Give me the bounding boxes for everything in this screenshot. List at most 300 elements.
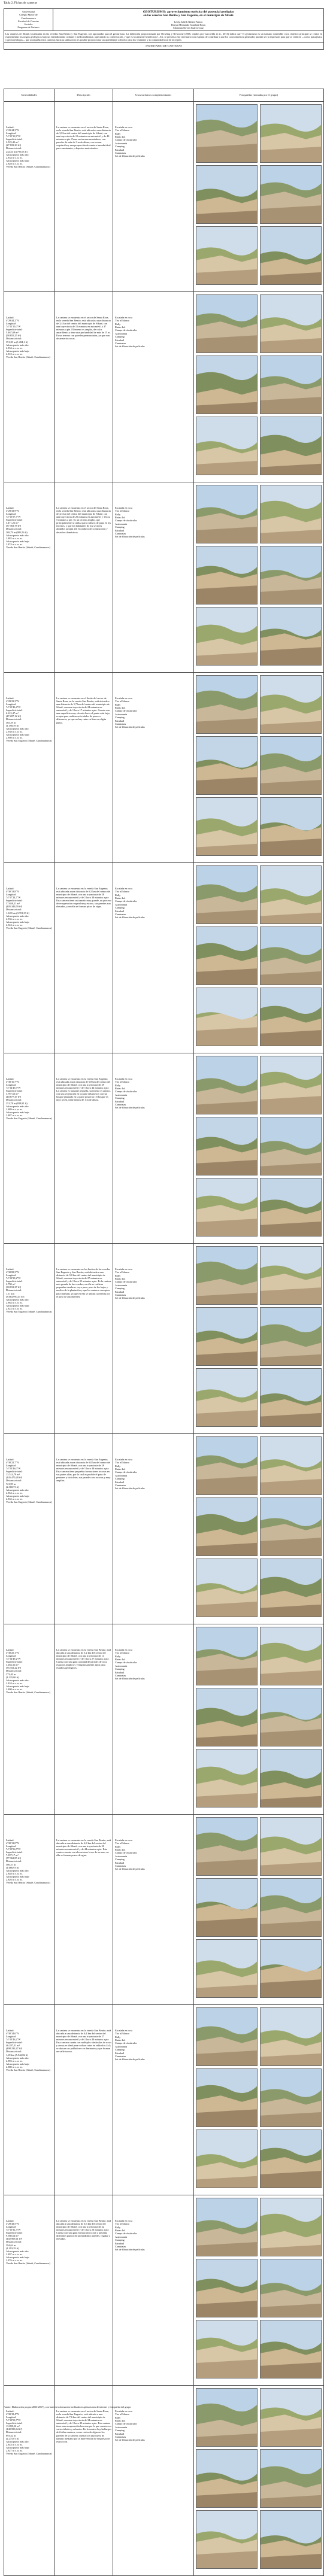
uses-cell <box>113 2195 194 2386</box>
general-line: Longitud: <box>6 1464 16 1468</box>
use-item: Paintball <box>115 1861 125 1864</box>
uses-cell <box>113 292 194 482</box>
quarry-photo <box>196 2388 258 2447</box>
use-item: Set de filmación de películas <box>115 916 145 919</box>
description-cell: La cantera se encuentra en el sector de Santa Rosa, en la vereda San Eugenio; está ubicada a una distancia de 7,6 km del centro del municipio de Sibaté, con una trayectoria de 34 minutos en automóvil y de 1 hora 40 minutos a pie. Esta cantera tiene una recuperación boscosa por lo que cuenta con varios árboles y arbustos. En la cantera hay hallazgos de fósiles marinos, como cortes de algas en los paredes de la cantera; cuenta con una cueva de tamaño mediano por la intervención de empresas de extracción. <box>54 2386 113 2576</box>
use-item: Rally <box>115 1464 121 1468</box>
general-line: Altura punto más alto: <box>6 914 29 918</box>
quarry-photo <box>260 1878 322 1937</box>
use-item: Camping <box>115 2429 125 2432</box>
institution-cell <box>4 9 53 31</box>
general-line: 2.880 m s. n. m. <box>6 2065 23 2068</box>
use-item: Caminatas <box>115 2054 126 2058</box>
general-line: Altura punto más bajo: <box>6 1875 30 1878</box>
general-line: Latitud: <box>6 506 14 509</box>
use-item: Set de filmación de películas <box>115 1677 145 1681</box>
photos-cell <box>194 2005 324 2195</box>
general-line: 2.882 m s. n. m. <box>6 536 23 540</box>
photos-cell <box>194 1244 324 1434</box>
uses-cell <box>113 863 194 1053</box>
use-item: Camping <box>115 716 125 719</box>
uses-cell <box>113 482 194 673</box>
uses-cell <box>113 673 194 863</box>
general-line: 373,40 m <box>6 1672 16 1676</box>
use-item: Escalada en roca <box>115 126 132 129</box>
quarry-photo <box>260 226 322 285</box>
general-line: (102.909,41 ft²) <box>6 2237 23 2241</box>
general-line: 2.854 m s. n. m. <box>6 1491 23 1494</box>
description-cell: La cantera se encuentra en la vereda San Eugenio; está ubicada a una distancia de 6,5 km del centro del municipio de Sibaté, con una trayectoria de 28 minutos en automóvil y de 1 hora 38 minutos a pie. Esta cantera tiene un tamaño muy grande, un proceso de recuperación vegetal muy escaso, sus paredes son elevadas, y en ella se forman picos de vigas. <box>54 863 113 1053</box>
general-line: (3.664.990,41 ft²) <box>6 1295 25 1298</box>
general-line: Superficie total: <box>6 1660 23 1664</box>
use-item: Tiro al blanco <box>115 1651 129 1655</box>
use-item: Rutas 4x4 <box>115 1468 126 1471</box>
general-line: 74°14'45,9"W <box>6 1086 21 1090</box>
use-item: Camping <box>115 335 125 339</box>
general-line: Altura punto más bajo: <box>6 1110 30 1114</box>
general-line: 506,37 m <box>6 1863 16 1866</box>
general-line: 2.898 m s. n. m. <box>6 736 23 739</box>
description-cell: La cantera se encuentra en los límites de las veredas San Eugenio y San Benito; está ubicada a una distancia de 9,0 km del centro del municipio de Sibaté, con una trayectoria de 27 minutos en automóvil y de 1 hora 35 minutos a pie. Es la cantera más grande de las veredas; en ella se realizan pequeñas siembras, cuyo paso, pero de los bajos y medios de la plantación y que las canteras son aptas para transitar, ya que en ella se ubican carreteras por el paso de automóviles. <box>54 1244 113 1434</box>
project-title: GEOTURISMO: aprovechamiento turístico del potencial geológico <box>143 10 234 14</box>
use-item: Tiro al blanco <box>115 129 129 132</box>
general-line: 3.787,66 m² <box>6 1092 19 1096</box>
general-line: Altura punto más bajo: <box>6 1494 30 1497</box>
general-line: Vereda San Benito (Sibaté, Cundinamarca) <box>6 545 50 549</box>
use-item: Set de filmación de películas <box>115 725 145 729</box>
general-line: Distancia total: <box>6 2050 22 2053</box>
general-line: 2.827 m s. n. m. <box>6 2449 23 2452</box>
use-item: Escalada en roca <box>115 1648 132 1651</box>
photos-cell <box>194 2386 324 2576</box>
general-line: (77.362,85 ft²) <box>6 1857 22 1860</box>
inventory-body <box>4 102 324 2576</box>
description-cell: La cantera se encuentra en la vereda San Benito; está ubicada a una distancia de 6,8 km del centro del municipio de Sibaté, con una trayectoria de 20 minutos en automóvil y de 44 minutos a pie. Esta cantera cuenta con elevaciones leves de terreno, en ella se forman pozos de agua. <box>54 1815 113 2005</box>
general-line: 2.843 m s. n. m. <box>6 2443 23 2446</box>
quarry-photo <box>196 294 258 353</box>
general-line: Longitud: <box>6 2225 16 2229</box>
general-line: Superficie total: <box>6 899 23 903</box>
quarry-photo <box>196 797 258 856</box>
use-item: Paintball <box>115 2051 125 2055</box>
general-line: 2.863 m s. n. m. <box>6 1301 23 1304</box>
quarry-photo <box>260 1627 322 1685</box>
general-line: 74°13'53,7"W <box>6 2419 21 2422</box>
project-subtitle: en las veredas San Benito y San Eugenio, en el municipio de Sibaté <box>143 14 234 18</box>
use-item: Rutas 4x4 <box>115 1848 126 1852</box>
use-item: Astronomía <box>115 2235 128 2238</box>
use-item: Escalada en roca <box>115 697 132 700</box>
general-line: 46.287,31 m² <box>6 2044 20 2048</box>
use-item: Set de filmación de películas <box>115 154 145 158</box>
use-item: Campo de obstáculos <box>115 709 137 713</box>
general-line: 2.832 m s. n. m. <box>6 1497 23 1500</box>
cantera-row <box>4 673 324 863</box>
table-title: Tabla 2. Fichas de canteras <box>4 1 37 5</box>
use-item: Astronomía <box>115 903 128 906</box>
general-line: Longitud: <box>6 2416 16 2419</box>
general-line: Vereda San Benito (Sibaté, Cundinamarca) <box>6 2068 50 2071</box>
general-line: Altura punto más bajo: <box>6 2255 30 2259</box>
general-line: 74°15'57,7"W <box>6 515 21 519</box>
quarry-photo <box>260 356 322 414</box>
quarry-photo <box>260 485 322 543</box>
quarry-photo <box>196 2068 258 2127</box>
general-line: 2.874 m s. n. m. <box>6 542 23 546</box>
use-item: Rutas 4x4 <box>115 706 126 710</box>
use-item: Rutas 4x4 <box>115 1277 126 1281</box>
general-line: 4°30'22,7"N <box>6 1461 19 1465</box>
generalidades-cell <box>4 1053 54 1244</box>
generalidades-cell <box>4 1434 54 1624</box>
use-item: Caminatas <box>115 1102 126 1106</box>
use-item: Paintball <box>115 1480 125 1484</box>
general-line: 4°30'13,8"N <box>6 890 19 894</box>
photos-cell <box>194 292 324 482</box>
use-item: Rutas 4x4 <box>115 326 126 329</box>
use-item: Camping <box>115 2238 125 2242</box>
quarry-photo <box>196 2320 258 2378</box>
quarry-photo <box>260 294 322 353</box>
general-line: Latitud: <box>6 1458 14 1461</box>
use-item: Tiro al blanco <box>115 890 129 894</box>
use-item: Campo de obstáculos <box>115 519 137 523</box>
general-line: Distancia total: <box>6 718 22 721</box>
general-line: Longitud: <box>6 322 16 326</box>
description-cell: La cantera se encuentra en la vereda San Eugenio; está ubicada a una distancia de 6,8 km del centro del municipio de Sibaté, con una trayectoria de 29 minutos en automóvil y de 1 hora 44 minutos a pie. La cantera es bastante pequeña, su terreno es ameno, con una vegetación en la parte delantera y con un bosque plantado en la parte posterior; el bosque es muy joven, tiene menos de 1 m de altura. <box>54 1053 113 1244</box>
general-line: 6.615,47 m² <box>6 712 19 715</box>
quarry-photo <box>196 1368 258 1427</box>
use-item: Paintball <box>115 338 125 342</box>
quarry-photo <box>196 165 258 224</box>
general-line: Longitud: <box>6 893 16 897</box>
general-line: Latitud: <box>6 697 14 700</box>
use-item: Campo de obstáculos <box>115 2422 137 2426</box>
use-item: Set de filmación de películas <box>115 1867 145 1871</box>
general-line: (1.198,39 ft) <box>6 724 19 727</box>
general-line: Longitud: <box>6 1654 16 1658</box>
use-item: Camping <box>115 1858 125 1861</box>
photos-cell <box>194 1053 324 1244</box>
quarry-photo <box>260 546 322 604</box>
use-item: Caminatas <box>115 1483 126 1487</box>
use-item: Caminatas <box>115 151 126 154</box>
general-line: Vereda San Eugenio (Sibaté, Cundinamarca) <box>6 2452 52 2455</box>
use-item: Astronomía <box>115 1283 128 1287</box>
quarry-photo <box>260 797 322 856</box>
general-line: 9.560,64 m² <box>6 2234 19 2238</box>
use-item: Rally <box>115 2225 121 2229</box>
general-line: Distancia total: <box>6 908 22 912</box>
general-line: Superficie total: <box>6 2041 23 2045</box>
quarry-photo <box>260 1056 322 1114</box>
general-line: Latitud: <box>6 1648 14 1651</box>
cantera-row <box>4 102 324 292</box>
general-line: Superficie total: <box>6 1089 23 1093</box>
use-item: Rally <box>115 1274 121 1277</box>
general-line: 4°30'13,0"N <box>6 1842 19 1845</box>
general-line: Longitud: <box>6 2035 16 2039</box>
quarry-photo <box>196 1559 258 1617</box>
general-line: 2.924 m s. n. m. <box>6 923 23 926</box>
use-item: Campo de obstáculos <box>115 1280 137 1284</box>
general-line: (30.031,27 ft²) <box>6 1286 22 1289</box>
quarry-photo <box>196 736 258 795</box>
general-line: Vereda San Benito (Sibaté, Cundinamarca) <box>6 1881 50 1884</box>
general-line: 74°15'31,3"W <box>6 2228 21 2232</box>
use-item: Rutas 4x4 <box>115 897 126 900</box>
general-line: Altura punto más bajo: <box>6 1684 30 1688</box>
quarry-photo <box>196 2259 258 2317</box>
use-item: Campo de obstáculos <box>115 1090 137 1093</box>
general-line: Altura punto más bajo: <box>6 539 30 543</box>
general-line: 3.284,32 m² <box>6 1663 19 1667</box>
use-item: Tiro al blanco <box>115 1842 129 1845</box>
use-item: Paintball <box>115 148 125 151</box>
quarry-photo <box>196 226 258 285</box>
quarry-photo <box>260 2320 322 2378</box>
quarry-photo <box>260 988 322 1046</box>
general-line: 1.128 km (3.701,39 ft) <box>6 911 29 915</box>
general-line: 4°30'18,4"N <box>6 2413 19 2416</box>
use-item: Rutas 4x4 <box>115 2419 126 2423</box>
use-item: Camping <box>115 525 125 529</box>
quarry-photo <box>260 736 322 795</box>
general-line: 5.467,89 m² <box>6 331 19 335</box>
use-item: Caminatas <box>115 2435 126 2438</box>
use-item: Tiro al blanco <box>115 2032 129 2036</box>
use-item: Escalada en roca <box>115 2029 132 2032</box>
use-item: Set de filmación de películas <box>115 1487 145 1490</box>
general-line: Distancia total: <box>6 2240 22 2244</box>
quarry-photo <box>260 1436 322 1495</box>
general-line: 394,64 m <box>6 2243 16 2247</box>
general-line: Altura punto más alto: <box>6 1678 29 1682</box>
general-line: 242,54 m (795,63 ft) <box>6 150 28 153</box>
general-line: 74°15'15,0"W <box>6 325 21 329</box>
general-line: (2.275,01 ft) <box>6 2437 19 2440</box>
general-line: Distancia total: <box>6 1098 22 1102</box>
general-line: Longitud: <box>6 1274 16 1277</box>
quarry-photo <box>196 1246 258 1305</box>
use-item: Escalada en roca <box>115 506 132 509</box>
general-line: 74°13'46,2"W <box>6 2038 21 2042</box>
project-cell <box>53 9 324 31</box>
general-line: Vereda San Eugenio (Sibaté, Cundinamarca) <box>6 1116 52 1120</box>
general-line: 2.848 m s. n. m. <box>6 1872 23 1875</box>
use-item: Tiro al blanco <box>115 1461 129 1465</box>
uses-cell <box>113 1053 194 1244</box>
description-cell: La cantera se encuentra en el sector de Santa Rosa, en la vereda San Benito; está ubicada a una distancia de 3,8 km del centro del municipio de Sibaté, con una trayectoria de 10 minutos en automóvil y de 48 minutos a pie. Posee un terreno montañoso, con paredes de más de 3 m de altura, con escasa vegetación y una proporción de cantera trazada ideal para caminantes y deportes motorizados. <box>54 102 113 292</box>
use-item: Astronomía <box>115 522 128 525</box>
quarry-photo <box>196 607 258 666</box>
general-line: 2.936 m s. n. m. <box>6 917 23 921</box>
use-item: Paintball <box>115 528 125 532</box>
quarry-photo <box>196 1749 258 1808</box>
general-line: 37.658,21 m² <box>6 902 20 906</box>
generalidades-cell <box>4 102 54 292</box>
use-item: Set de filmación de películas <box>115 345 145 348</box>
quarry-photo <box>260 2259 322 2317</box>
general-line: Superficie total: <box>6 1470 23 1474</box>
generalidades-cell <box>4 2195 54 2386</box>
general-line: Vereda San Benito (Sibaté, Cundinamarca) <box>6 355 50 359</box>
general-line: Latitud: <box>6 2410 14 2413</box>
quarry-photo <box>260 1688 322 1746</box>
general-line: Latitud: <box>6 2219 14 2222</box>
quarry-photo <box>196 2130 258 2188</box>
use-item: Astronomía <box>115 712 128 716</box>
quarry-photo <box>260 1497 322 1556</box>
general-line: Altura punto más bajo: <box>6 2446 30 2449</box>
general-line: 2.834 m s. n. m. <box>6 156 23 159</box>
general-line: Altura punto más alto: <box>6 533 29 537</box>
general-line: Vereda San Eugenio (Sibaté, Cundinamarca) <box>6 926 52 929</box>
institution-line: Cundinamarca <box>21 16 36 20</box>
generalidades-cell <box>4 863 54 1053</box>
general-line: 2.889 m s. n. m. <box>6 1107 23 1111</box>
general-line: Distancia total: <box>6 147 22 150</box>
quarry-photo <box>260 675 322 734</box>
use-item: Rally <box>115 1654 121 1658</box>
uses-cell <box>113 1815 194 2005</box>
generalidades-cell <box>4 482 54 673</box>
description-cell: La cantera se encuentra en la vereda San Eugenio; está ubicada a una distancia de 6,0 km del centro del municipio de Sibaté, con una trayectoria de 28 minutos en automóvil y de 1 hora 48 minutos a pie. Esta cantera tiene pequeñas formaciones rocosas en sus partes altas, por lo cual es posible el paso de peatones y bicicletas; sus paredes son rocosas y muy amplias. <box>54 1434 113 1624</box>
use-item: Escalada en roca <box>115 2410 132 2413</box>
general-line: Altura punto más alto: <box>6 2440 29 2443</box>
use-item: Rally <box>115 893 121 897</box>
quarry-photo <box>260 607 322 666</box>
quarry-photo <box>260 165 322 224</box>
general-line: 74°14'49,2"W <box>6 1657 21 1661</box>
general-line: 365,29 m <box>6 721 16 724</box>
general-line: Altura punto más alto: <box>6 153 29 156</box>
general-line: 74°13'39,2"W <box>6 1277 21 1280</box>
use-item: Caminatas <box>115 1673 126 1677</box>
general-line: Altura punto más alto: <box>6 1104 29 1108</box>
general-line: Altura punto más bajo: <box>6 733 30 736</box>
use-item: Paintball <box>115 2241 125 2245</box>
use-item: Astronomía <box>115 1093 128 1096</box>
use-item: Escalada en roca <box>115 2219 132 2222</box>
quarry-photo <box>260 1368 322 1427</box>
quarry-photo <box>260 1178 322 1237</box>
general-line: (27.183,29 ft²) <box>6 144 22 147</box>
general-line: 4°30'16,7"N <box>6 1080 19 1084</box>
general-line: (1.225,06 ft) <box>6 1675 19 1679</box>
general-line: Longitud: <box>6 703 16 706</box>
general-line: Latitud: <box>6 887 14 890</box>
general-line: 4°30'08,3"N <box>6 1271 19 1274</box>
general-line: Altura punto más alto: <box>6 1488 29 1491</box>
quarry-photo <box>196 1817 258 1876</box>
use-item: Set de filmación de películas <box>115 2438 145 2442</box>
general-line: Distancia total: <box>6 337 22 341</box>
cantera-row <box>4 1624 324 1815</box>
general-line: 4°29'44,2"N <box>6 319 19 323</box>
general-line: Distancia total: <box>6 1669 22 1673</box>
use-item: Paintball <box>115 909 125 913</box>
quarry-photo <box>260 104 322 163</box>
general-line: (47.207,12 ft²) <box>6 715 22 718</box>
quarry-photo <box>196 1117 258 1175</box>
use-item: Astronomía <box>115 1664 128 1667</box>
uses-cell <box>113 1624 194 1815</box>
generalidades-cell <box>4 673 54 863</box>
general-line: 269,79 m (985,56 ft) <box>6 530 28 534</box>
use-item: Astronomía <box>115 2045 128 2048</box>
general-line: Vereda San Benito (Sibaté, Cundinamarca) <box>6 2261 50 2265</box>
quarry-photo <box>196 356 258 414</box>
use-item: Campo de obstáculos <box>115 329 137 332</box>
general-line: Distancia total: <box>6 1289 22 1292</box>
general-line: Longitud: <box>6 512 16 516</box>
use-item: Rally <box>115 2035 121 2039</box>
author: Christian Steven Suárez Cruz <box>173 26 204 29</box>
use-item: Escalada en roca <box>115 1458 132 1461</box>
general-line: (40.877,47 ft²) <box>6 1095 22 1099</box>
source-note: Fuente: Elaboración propia (2016-2017), con base en información facilitada en aplicaciones de internet y fotografías del grupo. <box>4 2405 132 2408</box>
use-item: Rally <box>115 132 121 135</box>
general-line: 74°15'43,4"W <box>6 706 21 709</box>
use-item: Set de filmación de películas <box>115 535 145 539</box>
use-item: Set de filmación de películas <box>115 2248 145 2252</box>
use-item: Paintball <box>115 1290 125 1293</box>
general-line: 7.187,17 m² <box>6 1854 19 1857</box>
use-item: Paintball <box>115 2432 125 2435</box>
general-line: Superficie total: <box>6 328 23 332</box>
quarry-photo <box>260 2007 322 2066</box>
quarry-photo <box>196 1497 258 1556</box>
use-item: Rutas 4x4 <box>115 1658 126 1661</box>
general-line: (2.368,73 ft) <box>6 1485 19 1489</box>
photos-cell <box>194 1815 324 2005</box>
use-item: Rally <box>115 1083 121 1087</box>
use-item: Paintball <box>115 1670 125 1674</box>
general-line: 3.471,22 m² <box>6 521 19 525</box>
photos-cell <box>194 863 324 1053</box>
general-line: Altura punto más alto: <box>6 1869 29 1872</box>
general-line: (37.363,78 ft²) <box>6 524 22 528</box>
use-item: Campo de obstáculos <box>115 900 137 903</box>
quarry-photo <box>196 104 258 163</box>
general-line: 74°13'46,0"W <box>6 1467 21 1471</box>
use-item: Camping <box>115 1477 125 1481</box>
description-cell: La cantera se encuentra en la vereda San Benito; está ubicada a una distancia de 6,6 km del centro del municipio de Sibaté, con una trayectoria de 22 minutos en automóvil y de 1 hora 26 minutos a pie. Cuenta con una gran formación rocosa y presenta diferentes puntos de profundidad; paredes, regular y elevadas. <box>54 2195 113 2386</box>
use-item: Rutas 4x4 <box>115 2229 126 2232</box>
use-item: Set de filmación de películas <box>115 1106 145 1110</box>
column-header-fotografias: Fotografías (tomadas por el grupo) <box>194 89 324 102</box>
quarry-photo <box>260 926 322 985</box>
institution-line: Sociales <box>24 23 33 26</box>
general-line: 251,78 m (828,81 ft) <box>6 1101 28 1105</box>
use-item: Rally <box>115 512 121 516</box>
general-line: Distancia total: <box>6 1860 22 1863</box>
use-item: Caminatas <box>115 1864 126 1867</box>
description-cell: La cantera se encuentra en el sector de Santa Rosa, en la vereda San Benito; está ubicada a una distancia de 4,3 km del centro del municipio de Sibaté, con una trayectoria de 25 minutos en automóvil y 1 hora 5 minutos a pie. Es un terreno amplio, que principalmente se utiliza para cultivos de papa en los terrenos, y que los habitantes de los sectores aledaños arrojan allí escombros de construcción y desechos domésticos. <box>54 482 113 673</box>
column-header-usos: Usos turísticos complementarios <box>113 89 194 102</box>
cantera-row <box>4 1053 324 1244</box>
use-item: Rally <box>115 1845 121 1848</box>
photos-cell <box>194 1624 324 1815</box>
use-item: Rally <box>115 2416 121 2419</box>
general-line: Latitud: <box>6 2029 14 2032</box>
general-line: Altura punto más alto: <box>6 1298 29 1301</box>
quarry-photo <box>196 2510 258 2569</box>
general-line: Vereda San Benito (Sibaté, Cundinamarca) <box>6 1690 50 1694</box>
use-item: Campo de obstáculos <box>115 1851 137 1855</box>
general-line: Vereda San Eugenio (Sibaté, Cundinamarca) <box>6 739 52 742</box>
